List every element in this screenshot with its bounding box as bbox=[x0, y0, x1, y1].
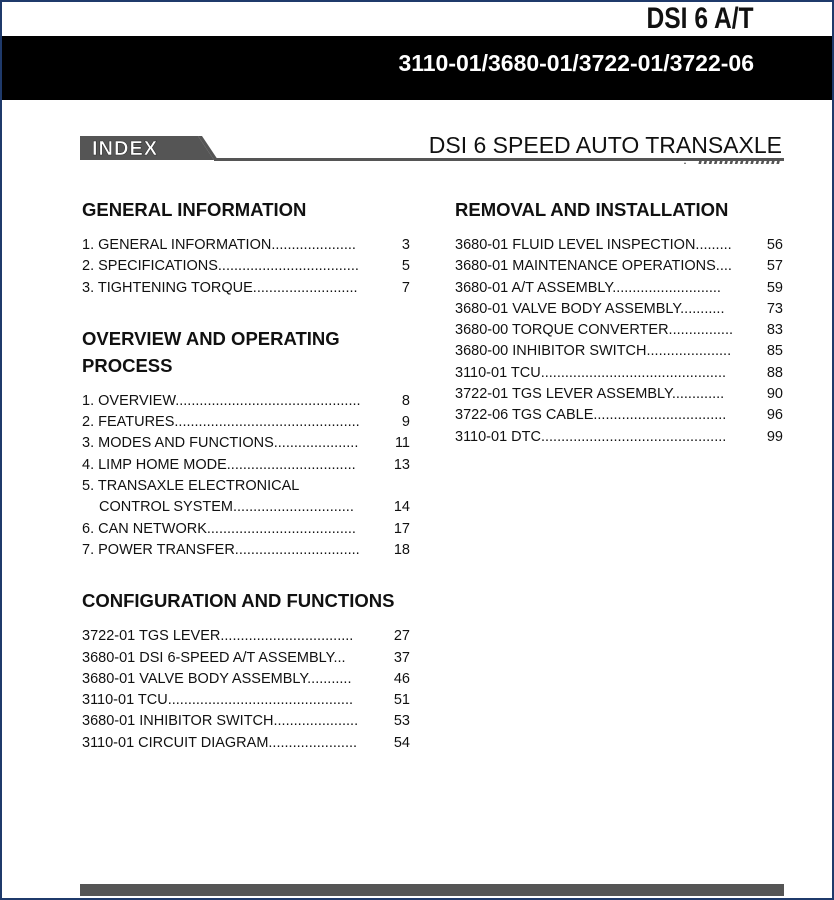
toc-entry-page: 7 bbox=[401, 279, 410, 296]
toc-entry[interactable] bbox=[82, 235, 412, 256]
section-codes: 3110-01/3680-01/3722-01/3722-06 bbox=[398, 50, 754, 76]
toc-entry-title: 3110-01 DTC.............................................. bbox=[455, 428, 727, 445]
left-column bbox=[82, 196, 412, 780]
toc-entry-title: 1. GENERAL INFORMATION..................... bbox=[82, 237, 356, 253]
toc-entry-page: 59 bbox=[766, 279, 783, 296]
toc-entry-title: 3110-01 TCU.............................................. bbox=[82, 692, 354, 709]
toc-entry[interactable] bbox=[455, 299, 785, 320]
index-label: INDEX bbox=[92, 138, 159, 160]
toc-entry-title: 3110-01 TCU.............................................. bbox=[455, 364, 727, 381]
toc-entry-title: 4. LIMP HOME MODE................................ bbox=[82, 456, 356, 473]
toc-entry[interactable] bbox=[82, 669, 412, 690]
toc-entry-page: 51 bbox=[393, 692, 410, 709]
toc-entry-page: 9 bbox=[401, 414, 410, 431]
toc-entry-title: 5. TRANSAXLE ELECTRONICAL bbox=[82, 478, 300, 495]
toc-entry-title: 7. POWER TRANSFER............................... bbox=[82, 541, 360, 558]
toc-entry-title: 2. SPECIFICATIONS................................... bbox=[82, 258, 359, 275]
toc-section bbox=[82, 196, 412, 299]
toc-entry[interactable] bbox=[455, 341, 785, 362]
toc-entry-title: 1. OVERVIEW.............................................. bbox=[82, 392, 361, 409]
toc-entry-title: 3722-06 TGS CABLE................................. bbox=[455, 407, 727, 424]
toc-entry[interactable] bbox=[82, 648, 412, 669]
toc-entry[interactable] bbox=[82, 412, 412, 433]
section-heading: OVERVIEW AND OPERATING PROCESS bbox=[82, 327, 340, 376]
toc-entry-title: 3680-01 VALVE BODY ASSEMBLY........... bbox=[455, 300, 725, 317]
toc-entry[interactable] bbox=[82, 519, 412, 540]
toc-section bbox=[82, 325, 412, 561]
toc-entry[interactable] bbox=[82, 256, 412, 277]
toc-entry-title: 3680-01 A/T ASSEMBLY........................... bbox=[455, 279, 721, 296]
toc-entry[interactable] bbox=[82, 540, 412, 561]
toc-entry-page: 13 bbox=[393, 456, 410, 473]
toc-entry-page: 96 bbox=[766, 407, 783, 424]
toc-entry-title: 3. MODES AND FUNCTIONS..................... bbox=[82, 435, 359, 452]
toc-entry[interactable] bbox=[82, 497, 412, 518]
toc-entry-title: 3680-01 INHIBITOR SWITCH..................... bbox=[82, 713, 359, 730]
toc-entry-page: 18 bbox=[393, 541, 410, 558]
toc-entry-title: 3680-00 INHIBITOR SWITCH..................... bbox=[455, 343, 732, 360]
toc-entry-title: 3680-00 TORQUE CONVERTER................ bbox=[455, 322, 734, 339]
toc-entry[interactable] bbox=[82, 455, 412, 476]
toc-entry-page: 99 bbox=[766, 428, 783, 445]
toc-entry-page: 83 bbox=[766, 322, 783, 339]
toc-entry[interactable] bbox=[82, 690, 412, 711]
toc-entry-title: 3680-01 VALVE BODY ASSEMBLY........... bbox=[82, 670, 352, 687]
header-banner bbox=[2, 36, 832, 100]
toc-entry-page: 46 bbox=[393, 670, 410, 687]
toc-entry-page: 14 bbox=[393, 499, 410, 516]
section-heading: REMOVAL AND INSTALLATION bbox=[455, 199, 729, 220]
toc-entry-page: 8 bbox=[401, 392, 410, 409]
toc-entry-title: 3680-01 MAINTENANCE OPERATIONS.... bbox=[455, 258, 732, 275]
right-column bbox=[455, 196, 785, 474]
toc-entry-page: 73 bbox=[766, 300, 783, 317]
toc-entry-page: 53 bbox=[393, 713, 410, 730]
toc-entry-page: 37 bbox=[393, 649, 410, 666]
toc-entry-page: 54 bbox=[393, 734, 410, 751]
toc-entry-title: 3680-01 DSI 6-SPEED A/T ASSEMBLY... bbox=[82, 649, 346, 666]
toc-entry[interactable] bbox=[82, 278, 412, 299]
toc-entry-title: 6. CAN NETWORK..................................... bbox=[82, 520, 356, 537]
toc-entry-page: 17 bbox=[393, 520, 410, 537]
toc-entry[interactable] bbox=[82, 711, 412, 732]
toc-entry[interactable] bbox=[455, 405, 785, 426]
toc-entry[interactable] bbox=[82, 391, 412, 412]
toc-entry[interactable] bbox=[455, 256, 785, 277]
toc-section bbox=[455, 196, 785, 448]
toc-entry-title: 3. TIGHTENING TORQUE.......................... bbox=[82, 279, 358, 296]
toc-entry[interactable] bbox=[82, 733, 412, 754]
toc-entry-page: 5 bbox=[401, 258, 410, 275]
toc-entry[interactable] bbox=[455, 363, 785, 384]
toc-entry-page: 56 bbox=[766, 237, 783, 253]
toc-section bbox=[82, 587, 412, 754]
footer-bar bbox=[80, 884, 784, 896]
toc-entry[interactable] bbox=[82, 476, 412, 497]
section-heading: GENERAL INFORMATION bbox=[82, 199, 307, 220]
toc-entry-page: 57 bbox=[766, 258, 783, 275]
toc-entry-page: 11 bbox=[394, 435, 410, 452]
toc-entry-title: 3110-01 CIRCUIT DIAGRAM...................... bbox=[82, 734, 358, 751]
toc-entry[interactable] bbox=[455, 320, 785, 341]
toc-entry-title: 3722-01 TGS LEVER................................. bbox=[82, 628, 354, 645]
toc-entry-title: 2. FEATURES.............................................. bbox=[82, 414, 360, 431]
toc-entry[interactable] bbox=[455, 427, 785, 448]
toc-entry[interactable] bbox=[455, 278, 785, 299]
toc-entry-page: 90 bbox=[766, 386, 783, 403]
index-bar bbox=[80, 132, 784, 166]
index-hatch-decoration bbox=[694, 158, 784, 166]
toc-entry-title: CONTROL SYSTEM.............................. bbox=[99, 499, 354, 516]
toc-entry[interactable] bbox=[82, 626, 412, 647]
toc-entry-page: 27 bbox=[393, 628, 410, 645]
toc-entry-page: 85 bbox=[766, 343, 783, 360]
section-heading: CONFIGURATION AND FUNCTIONS bbox=[82, 590, 395, 612]
toc-entry[interactable] bbox=[455, 235, 785, 256]
toc-entry[interactable] bbox=[82, 433, 412, 454]
model-title: DSI 6 A/T bbox=[646, 2, 754, 35]
index-title: DSI 6 SPEED AUTO TRANSAXLE bbox=[428, 132, 782, 158]
toc-entry-page: 88 bbox=[766, 364, 783, 381]
toc-entry-title: 3722-01 TGS LEVER ASSEMBLY............. bbox=[455, 386, 725, 403]
toc-entry-title: 3680-01 FLUID LEVEL INSPECTION......... bbox=[455, 237, 732, 253]
toc-entry-page: 3 bbox=[401, 237, 410, 253]
toc-entry[interactable] bbox=[455, 384, 785, 405]
